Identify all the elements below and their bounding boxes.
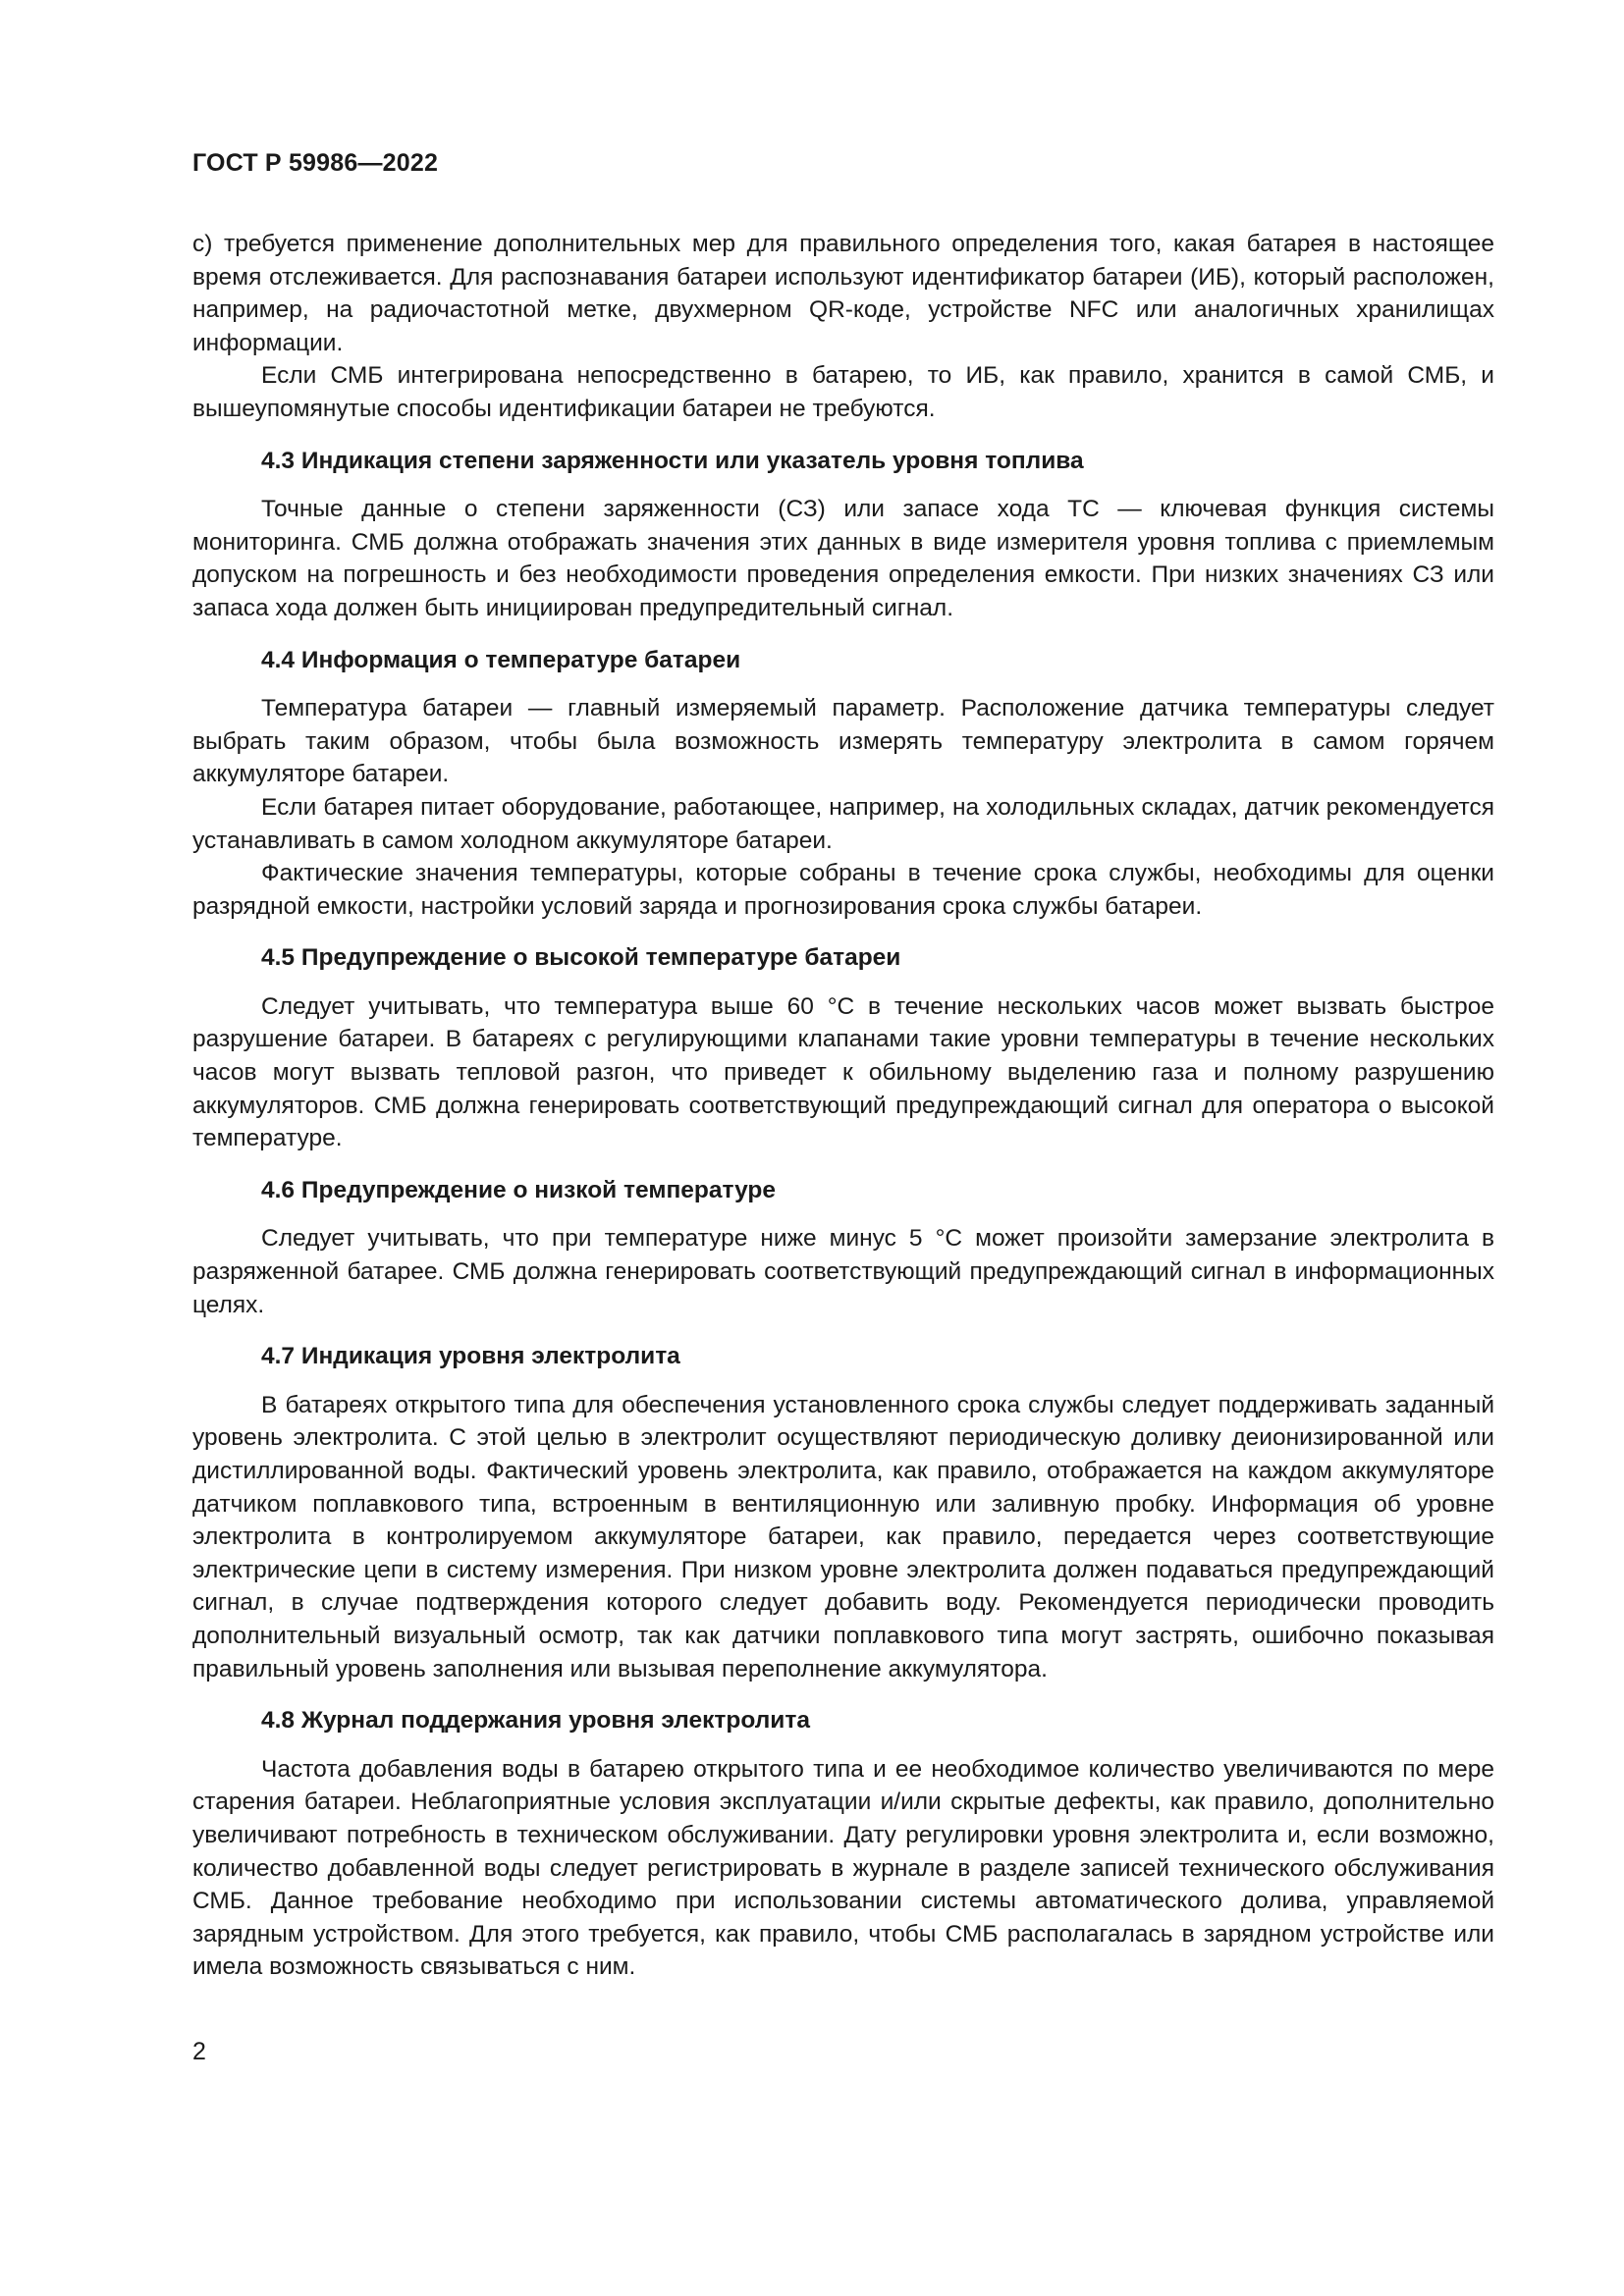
- section-heading-4-7: 4.7 Индикация уровня электролита: [261, 1343, 680, 1370]
- paragraph: Следует учитывать, что при температуре ниже минус 5 °С может произойти замерзание электролита в разряженной батарее. СМБ должна генерировать соответствующий предупреждающий сигнал в информационных целях.: [192, 1225, 1494, 1318]
- paragraph: Температура батареи — главный измеряемый параметр. Расположение датчика температуры следует выбрать таким образом, чтобы была возможность измерять температуру электролита в самом горячем аккумуляторе батареи.: [192, 695, 1494, 788]
- paragraph: Если батарея питает оборудование, работающее, например, на холодильных складах, датчик рекомендуется устанавливать в самом холодном аккумуляторе батареи.: [192, 793, 1494, 854]
- paragraph: В батареях открытого типа для обеспечения установленного срока службы следует поддерживать заданный уровень электролита. С этой целью в электролит осуществляют периодическую доливку деионизированной или дистиллированной воды. Фактический уровень электролита, как правило, отображается на каждом аккумуляторе датчиком поплавкового типа, встроенным в вентиляционную или заливную пробку. Информация об уровне электролита в контролируемом аккумуляторе батареи, как правило, передается через соответствующие электрические цепи в систему измерения. При низком уровне электролита должен подаваться предупреждающий сигнал, в случае подтверждения которого следует добавить воду. Рекомендуется периодически проводить дополнительный визуальный осмотр, так как датчики поплавкового типа могут застрять, ошибочно показывая правильный уровень заполнения или вызывая переполнение аккумулятора.: [192, 1391, 1494, 1682]
- section-heading-4-4: 4.4 Информация о температуре батареи: [261, 646, 741, 673]
- paragraph: Частота добавления воды в батарею открытого типа и ее необходимое количество увеличиваются по мере старения батареи. Неблагоприятные условия эксплуатации и/или скрытые дефекты, как правило, дополнительно увеличивают потребность в техническом обслуживании. Дату регулировки уровня электролита и, если возможно, количество добавленной воды следует регистрировать в журнале в разделе записей технического обслуживания СМБ. Данное требование необходимо при использовании системы автоматического долива, управляемой зарядным устройством. Для этого требуется, как правило, чтобы СМБ располагалась в зарядном устройстве или имела возможность связываться с ним.: [192, 1755, 1494, 1981]
- paragraph: Точные данные о степени заряженности (СЗ) или запасе хода ТС — ключевая функция системы мониторинга. СМБ должна отображать значения этих данных в виде измерителя уровня топлива с приемлемым допуском на погрешность и без необходимости проведения определения емкости. При низких значениях СЗ или запаса хода должен быть инициирован предупредительный сигнал.: [192, 496, 1494, 621]
- section-heading-4-3: 4.3 Индикация степени заряженности или указатель уровня топлива: [261, 447, 1084, 474]
- paragraph-item-c: c) требуется применение дополнительных мер для правильного определения того, какая батарея в настоящее время отслеживается. Для распознавания батареи используют идентификатор батареи (ИБ), который расположен, например, на радиочастотной метке, двухмерном QR-коде, устройстве NFC или аналогичных хранилищах информации.: [192, 231, 1494, 356]
- section-heading-4-6: 4.6 Предупреждение о низкой температуре: [261, 1176, 776, 1203]
- paragraph: Фактические значения температуры, которые собраны в течение срока службы, необходимы для оценки разрядной емкости, настройки условий заряда и прогнозирования срока службы батареи.: [192, 860, 1494, 920]
- page-number: 2: [192, 2038, 206, 2065]
- section-heading-4-8: 4.8 Журнал поддержания уровня электролита: [261, 1707, 810, 1735]
- document-body: [192, 228, 1494, 1984]
- paragraph: Если СМБ интегрирована непосредственно в батарею, то ИБ, как правило, хранится в самой СМБ, и вышеупомянутые способы идентификации батареи не требуются.: [192, 362, 1494, 422]
- paragraph: Следует учитывать, что температура выше 60 °С в течение нескольких часов может вызвать быстрое разрушение батареи. В батареях с регулирующими клапанами такие уровни температуры в течение нескольких часов могут вызвать тепловой разгон, что приведет к обильному выделению газа и полному разрушению аккумуляторов. СМБ должна генерировать соответствующий предупреждающий сигнал для оператора о высокой температуре.: [192, 992, 1494, 1152]
- section-heading-4-5: 4.5 Предупреждение о высокой температуре батареи: [261, 944, 901, 972]
- document-header: ГОСТ Р 59986—2022: [192, 149, 439, 177]
